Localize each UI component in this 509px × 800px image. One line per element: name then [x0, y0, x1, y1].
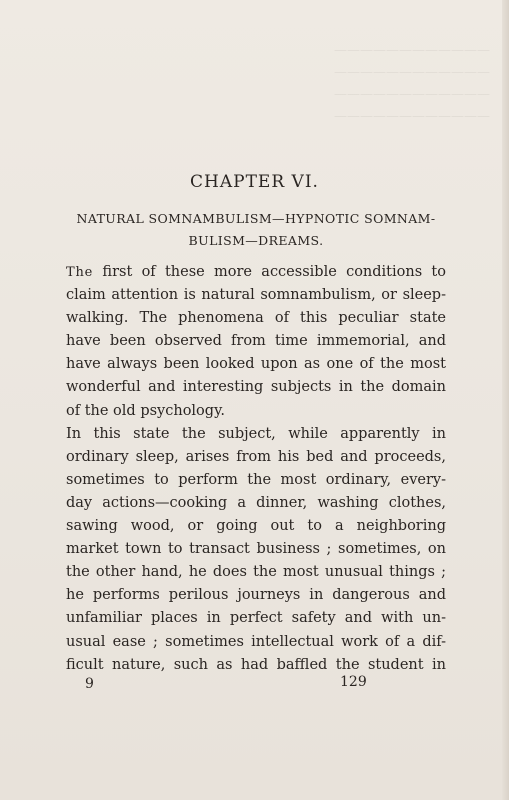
text-line-17: usual ease ; sometimes intellectual work of a dif- — [66, 633, 446, 650]
signature-mark: 9 — [85, 676, 94, 692]
chapter-title: CHAPTER VI. — [190, 172, 319, 192]
text-line-14: the other hand, he does the most unusual things ; — [66, 564, 446, 581]
text-line-1 — [66, 261, 446, 284]
text-line-13: market town to transact business ; sometimes, on — [66, 541, 446, 558]
text-line-8-text: In this state the subject, while apparently in — [66, 425, 446, 442]
text-line-1-rest: first of these more accessible conditions to — [93, 264, 446, 280]
text-line-18: ficult nature, such as had baffled the student in — [66, 656, 446, 673]
text-line-7: of the old psychology. — [66, 402, 225, 419]
page-number: 129 — [340, 674, 367, 690]
text-line-10: sometimes to perform the most ordinary, every- — [66, 471, 446, 488]
text-line-9: ordinary sleep, arises from his bed and proceeds, — [66, 448, 446, 465]
text-line-3: walking. The phenomena of this peculiar state — [66, 310, 446, 327]
subtitle-line-2: BULISM—DREAMS. — [188, 233, 324, 248]
text-line-11: day actions—cooking a dinner, washing clothes, — [66, 494, 446, 511]
body-text — [66, 261, 446, 677]
text-line-2: claim attention is natural somnambulism, or sleep- — [66, 287, 446, 304]
text-line-16: unfamiliar places in perfect safety and with un- — [66, 610, 446, 627]
page-edge — [502, 0, 509, 800]
text-line-8 — [66, 423, 446, 446]
text-line-5: have always been looked upon as one of the most — [66, 356, 446, 373]
bleed-through-texture: ———————————— ———————————— ———————————— ———————————— — [334, 43, 490, 124]
subtitle-line-1: NATURAL SOMNAMBULISM—HYPNOTIC SOMNAM- — [76, 211, 436, 226]
text-line-12: sawing wood, or going out to a neighboring — [66, 518, 446, 535]
chapter-subtitle — [66, 208, 446, 252]
text-line-15: he performs perilous journeys in dangerous and — [66, 587, 446, 604]
lead-word: The — [66, 265, 94, 280]
text-line-6: wonderful and interesting subjects in the domain — [66, 379, 446, 396]
text-line-4: have been observed from time immemorial, and — [66, 333, 446, 350]
